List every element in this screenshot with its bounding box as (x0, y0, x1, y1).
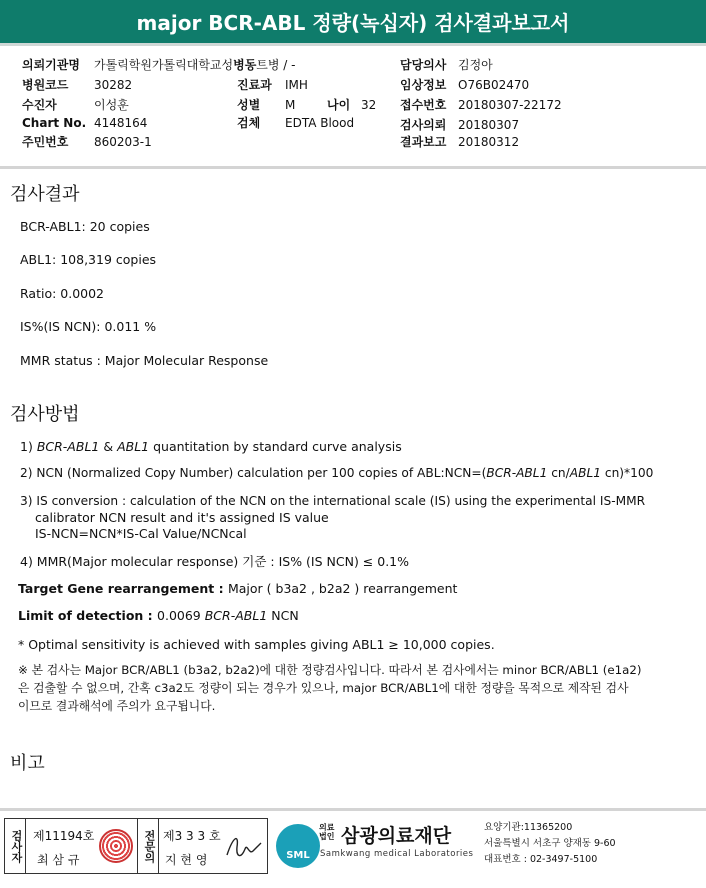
hosp-code-field (22, 76, 132, 93)
age-label: 나이 (327, 98, 351, 112)
request-value: 20180307 (458, 118, 520, 132)
result-is-percent: IS%(IS NCN): 0.011 % (20, 319, 157, 334)
report-footer (0, 808, 706, 883)
reviewer-name: 지 현 영 (165, 853, 208, 867)
request-label: 검사의뢰 (400, 118, 447, 132)
result-ratio: Ratio: 0.0002 (20, 286, 105, 301)
ward-value: 트병 / - (256, 58, 296, 72)
signature-icon (223, 829, 263, 865)
result-mmr-status: MMR status : Major Molecular Response (20, 353, 269, 368)
specimen-label: 검체 (237, 116, 261, 130)
result-bcr-abl1: BCR-ABL1: 20 copies (20, 219, 150, 234)
method-step-2 (20, 466, 653, 481)
lod-value-a: 0.0069 (157, 608, 205, 623)
reviewer-license: 제3 3 3 호 (163, 829, 221, 843)
sex-value: M (285, 98, 296, 112)
sex-label: 성별 (237, 98, 261, 112)
note-line-1: ※ 본 검사는 Major BCR/ABL1 (b3a2, b2a2)에 대한 정량검사입니다. 따라서 본 검사에서는 minor BCR/ABL1 (e1a2) (18, 663, 642, 677)
result-abl1: ABL1: 108,319 copies (20, 252, 157, 267)
patient-field (22, 96, 129, 113)
dept-label: 진료과 (237, 78, 272, 92)
lod-line (18, 608, 299, 623)
method-step-1 (20, 439, 402, 454)
institution-label: 의뢰기관명 (22, 58, 80, 72)
header-divider (0, 166, 706, 169)
receipt-label: 접수번호 (400, 98, 447, 112)
method-2-mid: cn/ (547, 466, 570, 480)
ward-label: 병동 (233, 58, 257, 72)
official-seal-icon (99, 829, 133, 863)
method-step-3-line3: IS-NCN=NCN*IS-Cal Value/NCNcal (35, 526, 247, 541)
method-1-gene-b: ABL1 (117, 439, 150, 454)
method-2-post: cn)*100 (601, 466, 654, 480)
request-field (400, 116, 519, 133)
dept-value: IMH (285, 78, 308, 92)
chart-field (22, 116, 147, 130)
org-name: 삼광의료재단 (341, 825, 452, 847)
id-label: 주민번호 (22, 135, 69, 149)
doctor-field (400, 56, 493, 73)
dept-field (237, 76, 308, 93)
remarks-section-title: 비고 (10, 753, 45, 774)
report-date-label: 결과보고 (400, 135, 447, 149)
hosp-code-label: 병원코드 (22, 78, 69, 92)
target-gene-label: Target Gene rearrangement : (18, 581, 228, 596)
report-date-field (400, 133, 519, 150)
doctor-label: 담당의사 (400, 58, 447, 72)
org-phone: 대표번호 : 02-3497-5100 (484, 854, 598, 865)
org-code: 요양기관:11365200 (484, 822, 573, 833)
report-title: major BCR-ABL 정량(녹십자) 검사결과보고서 (0, 0, 706, 46)
institution-field (22, 56, 295, 73)
method-step-3-line1: 3) IS conversion : calculation of the NCN on the international scale (IS) using the experimental IS-MMR (20, 494, 646, 508)
method-2-prefix: 2) NCN (Normalized Copy Number) calculation per 100 copies of ABL:NCN=( (20, 466, 487, 480)
tester-license: 제11194호 (33, 829, 95, 843)
signature-box (4, 818, 268, 874)
lod-gene: BCR-ABL1 (204, 608, 268, 623)
sex-field (237, 96, 376, 113)
method-2-gene-a: BCR-ABL1 (486, 466, 548, 480)
receipt-field (400, 96, 562, 113)
method-step-3-line2: calibrator NCN result and it's assigned IS value (35, 510, 329, 525)
lod-value-b: NCN (267, 608, 299, 623)
report-date-value: 20180312 (458, 135, 520, 149)
org-address: 서울특별시 서초구 양재동 9-60 (484, 838, 616, 849)
org-prefix: 의료법인 (319, 823, 335, 841)
logo-abbrev: SML (286, 850, 310, 861)
hosp-code-value: 30282 (94, 78, 133, 92)
receipt-value: 20180307-22172 (458, 98, 562, 112)
method-1-prefix: 1) (20, 439, 37, 454)
specimen-value: EDTA Blood (285, 116, 355, 130)
id-value: 860203-1 (94, 135, 152, 149)
sml-logo-icon (276, 824, 320, 868)
institution-value: 가톨릭학원가톨릭대학교성 (94, 58, 234, 72)
note-line-3: 이므로 결과해석에 주의가 요구됩니다. (18, 699, 216, 713)
age-value: 32 (361, 98, 377, 112)
method-1-gene-a: BCR-ABL1 (36, 439, 100, 454)
method-1-amp: & (99, 439, 118, 454)
note-line-2: 은 검출할 수 없으며, 간혹 c3a2도 정량이 되는 경우가 있으나, major BCR/ABL1에 대한 정량을 목적으로 제작된 검사 (18, 681, 629, 695)
clinical-label: 임상정보 (400, 78, 447, 92)
sensitivity-note: * Optimal sensitivity is achieved with samples giving ABL1 ≥ 10,000 copies. (18, 637, 495, 652)
reviewer-label: 전문의 (137, 819, 159, 873)
method-2-gene-b: ABL1 (569, 466, 601, 480)
org-english-name: Samkwang medical Laboratories (320, 849, 474, 859)
target-gene-line (18, 581, 457, 596)
target-gene-value: Major ( b3a2 , b2a2 ) rearrangement (227, 581, 458, 596)
specimen-field (237, 114, 354, 131)
method-section-title: 검사방법 (10, 404, 80, 425)
method-1-text: quantitation by standard curve analysis (149, 439, 402, 454)
id-field (22, 133, 152, 150)
chart-label: Chart No. (22, 116, 87, 130)
chart-value: 4148164 (94, 116, 148, 130)
method-step-4: 4) MMR(Major molecular response) 기준 : IS% (IS NCN) ≤ 0.1% (20, 554, 409, 569)
doctor-value: 김정아 (458, 58, 493, 72)
tester-name: 최 삼 규 (37, 853, 80, 867)
patient-value: 이성훈 (94, 98, 129, 112)
patient-label: 수진자 (22, 98, 57, 112)
lod-label: Limit of detection : (18, 608, 158, 623)
results-section-title: 검사결과 (10, 184, 80, 205)
clinical-value: O76B02470 (458, 78, 530, 92)
tester-label: 검사자 (5, 819, 26, 873)
clinical-field (400, 76, 529, 93)
